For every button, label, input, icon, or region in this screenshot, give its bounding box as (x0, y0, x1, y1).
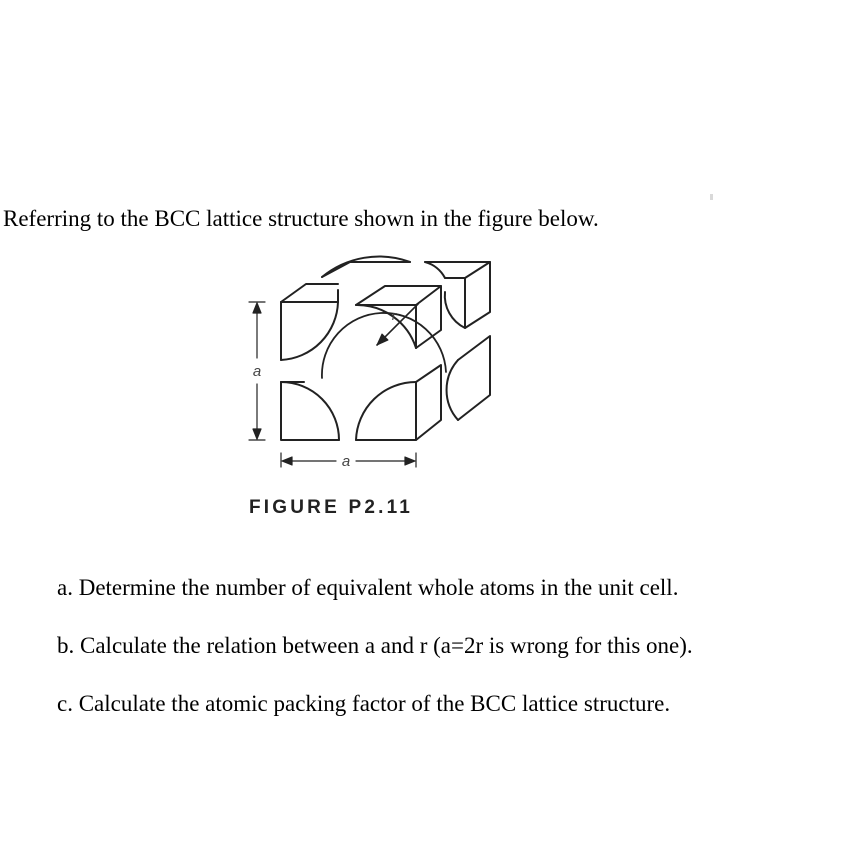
label-radius: r (391, 308, 397, 323)
stray-mark (710, 194, 713, 200)
corner-atom-right-middle (447, 336, 490, 420)
question-b: b. Calculate the relation between a and r (a=2r is wrong for this one). (57, 633, 693, 658)
center-atom (322, 313, 446, 378)
label-a-vertical: a (252, 363, 262, 380)
corner-atom-bottom-front-left (281, 382, 339, 440)
question-a: a. Determine the number of equivalent whole atoms in the unit cell. (57, 575, 679, 600)
bcc-unit-cell-figure (230, 250, 510, 490)
question-c: c. Calculate the atomic packing factor of the BCC lattice structure. (57, 691, 671, 716)
corner-atom-top-front-left (281, 284, 338, 360)
corner-atom-top-back-left (322, 257, 410, 277)
label-a-horizontal: a (341, 453, 351, 470)
corner-atom-top-front-right (356, 286, 441, 348)
figure-caption: FIGURE P2.11 (249, 497, 414, 518)
problem-intro-text: Referring to the BCC lattice structure shown in the figure below. (3, 206, 599, 231)
corner-atom-top-back-right (425, 262, 490, 328)
corner-atom-bottom-front-right (356, 365, 441, 440)
question-list (57, 573, 693, 747)
